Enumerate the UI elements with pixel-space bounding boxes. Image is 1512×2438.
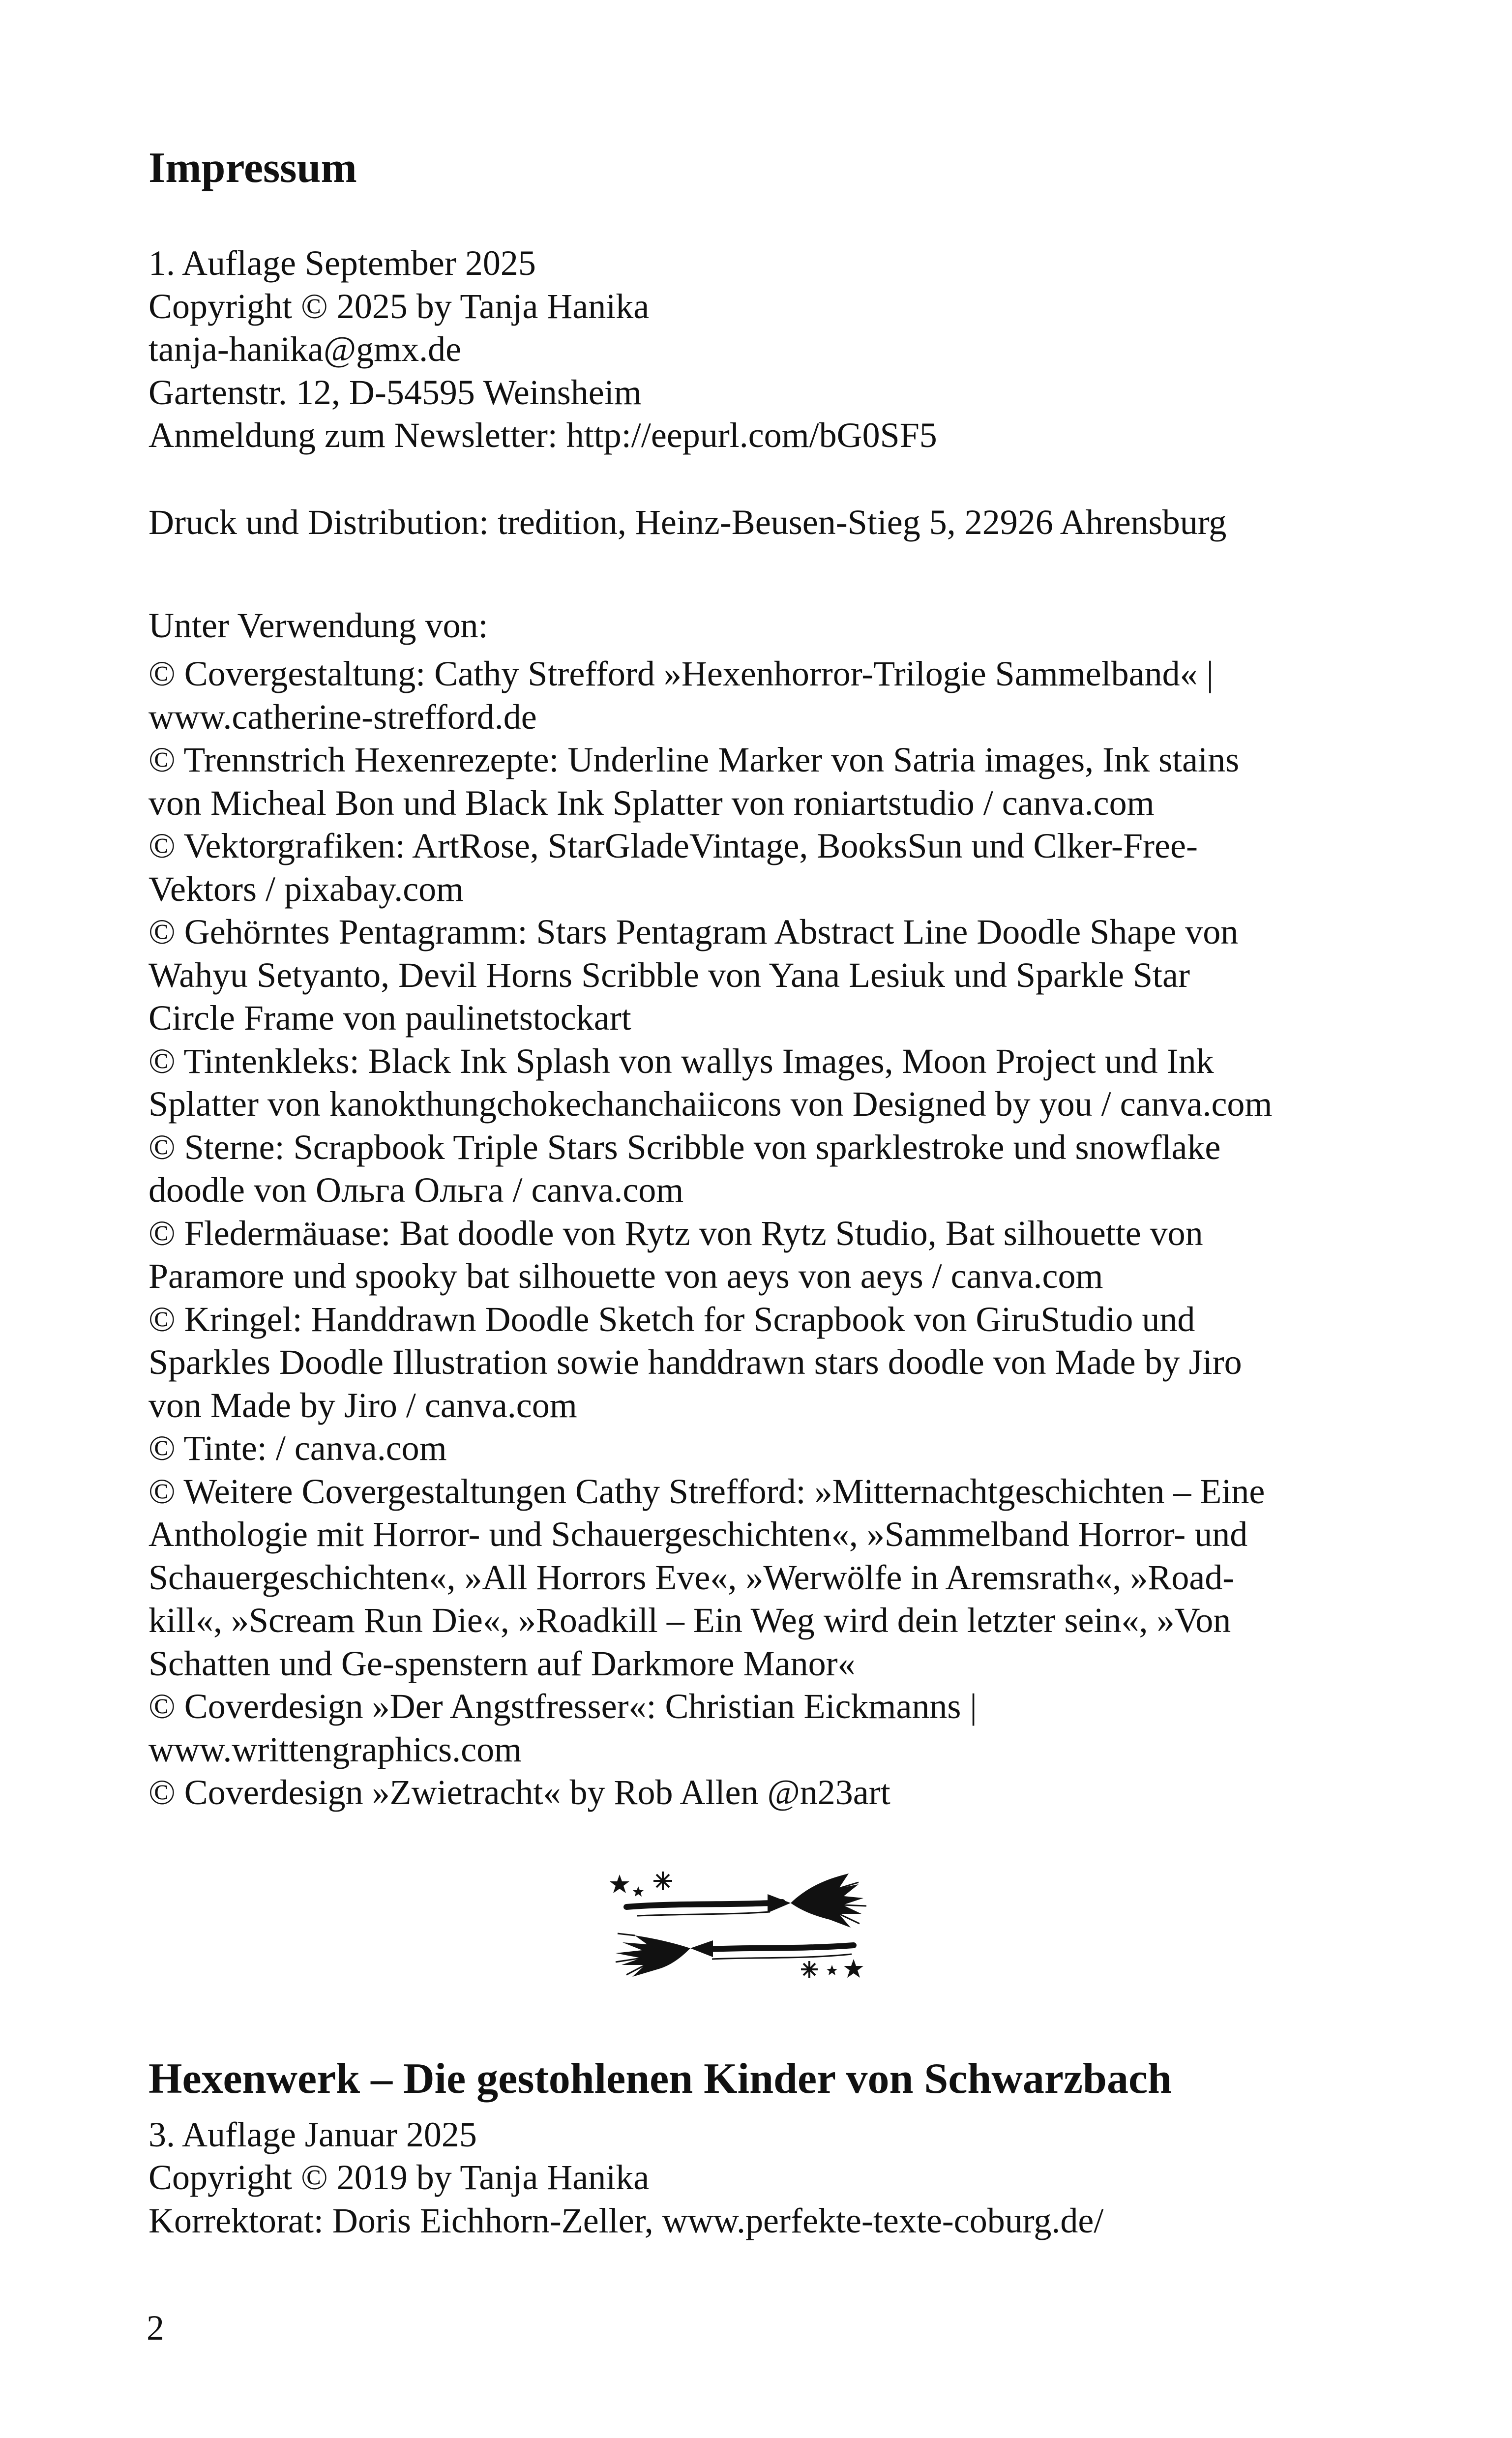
credit-line: © Kringel: Handdrawn Doodle Sketch for Scrapbook von GiruStudio und (148, 1300, 1195, 1339)
credit-line: © Coverdesign »Der Angstfresser«: Christian Eickmanns | (148, 1687, 977, 1726)
credit-line: kill«, »Scream Run Die«, »Roadkill – Ein Weg wird dein letzter sein«, »Von (148, 1601, 1231, 1640)
hexenwerk-heading: Hexenwerk – Die gestohlenen Kinder von Schwarzbach (148, 2055, 1172, 2103)
credit-line: © Weitere Covergestaltungen Cathy Strefford: »Mitternachtgeschichten – Eine (148, 1472, 1265, 1511)
broomstick-divider-icon (608, 1869, 873, 1987)
distribution-line: Druck und Distribution: tredition, Heinz-Beusen-Stieg 5, 22926 Ahrensburg (148, 503, 1227, 542)
credit-line: © Fledermäuase: Bat doodle von Rytz von Rytz Studio, Bat silhouette von (148, 1214, 1203, 1253)
credit-line: Vektors / pixabay.com (148, 869, 464, 909)
newsletter-line: Anmeldung zum Newsletter: http://eepurl.com/bG0SF5 (148, 416, 937, 455)
credit-line: von Made by Jiro / canva.com (148, 1386, 577, 1425)
credit-line: Paramore und spooky bat silhouette von aeys von aeys / canva.com (148, 1256, 1103, 1296)
credit-line: © Tintenkleks: Black Ink Splash von wallys Images, Moon Project und Ink (148, 1041, 1214, 1081)
credit-line: © Sterne: Scrapbook Triple Stars Scribble von sparklestroke und snowflake (148, 1128, 1221, 1167)
credit-line: © Coverdesign »Zwietracht« by Rob Allen @n23art (148, 1773, 890, 1812)
credit-line: Sparkles Doodle Illustration sowie handdrawn stars doodle von Made by Jiro (148, 1342, 1242, 1382)
credit-line: von Micheal Bon und Black Ink Splatter von roniartstudio / canva.com (148, 783, 1155, 823)
credit-line: © Vektorgrafiken: ArtRose, StarGladeVintage, BooksSun und Clker-Free- (148, 826, 1198, 865)
hexenwerk-edition-line: 3. Auflage Januar 2025 (148, 2115, 477, 2154)
hexenwerk-copyright-line: Copyright © 2019 by Tanja Hanika (148, 2158, 650, 2197)
credit-line: Schatten und Ge-spenstern auf Darkmore Manor« (148, 1644, 856, 1683)
impressum-heading: Impressum (148, 144, 357, 192)
credit-line: Wahyu Setyanto, Devil Horns Scribble von Yana Lesiuk und Sparkle Star (148, 955, 1190, 995)
hexenwerk-proofreading-line: Korrektorat: Doris Eichhorn-Zeller, www.perfekte-texte-coburg.de/ (148, 2201, 1104, 2240)
credit-line: www.catherine-strefford.de (148, 697, 537, 737)
credits-intro: Unter Verwendung von: (148, 606, 488, 645)
credit-line: Circle Frame von paulinetstockart (148, 998, 631, 1038)
credit-line: © Gehörntes Pentagramm: Stars Pentagram Abstract Line Doodle Shape von (148, 912, 1239, 951)
credit-line: © Tinte: / canva.com (148, 1428, 447, 1468)
credit-line: www.writtengraphics.com (148, 1730, 522, 1769)
credit-line: Schauergeschichten«, »All Horrors Eve«, »Werwölfe in Aremsrath«, »Road- (148, 1558, 1235, 1597)
credit-line: © Covergestaltung: Cathy Strefford »Hexenhorror-Trilogie Sammelband« | (148, 654, 1214, 693)
page-number: 2 (147, 2308, 164, 2348)
edition-line: 1. Auflage September 2025 (148, 243, 536, 283)
credit-line: doodle von Ольга Ольга / canva.com (148, 1170, 684, 1210)
credit-line: Splatter von kanokthungchokechanchaiicons von Designed by you / canva.com (148, 1084, 1273, 1124)
email-line: tanja-hanika@gmx.de (148, 329, 462, 369)
copyright-line: Copyright © 2025 by Tanja Hanika (148, 287, 650, 326)
credit-line: © Trennstrich Hexenrezepte: Underline Marker von Satria images, Ink stains (148, 740, 1240, 779)
address-line: Gartenstr. 12, D-54595 Weinsheim (148, 373, 642, 412)
credit-line: Anthologie mit Horror- und Schauergeschichten«, »Sammelband Horror- und (148, 1515, 1248, 1554)
